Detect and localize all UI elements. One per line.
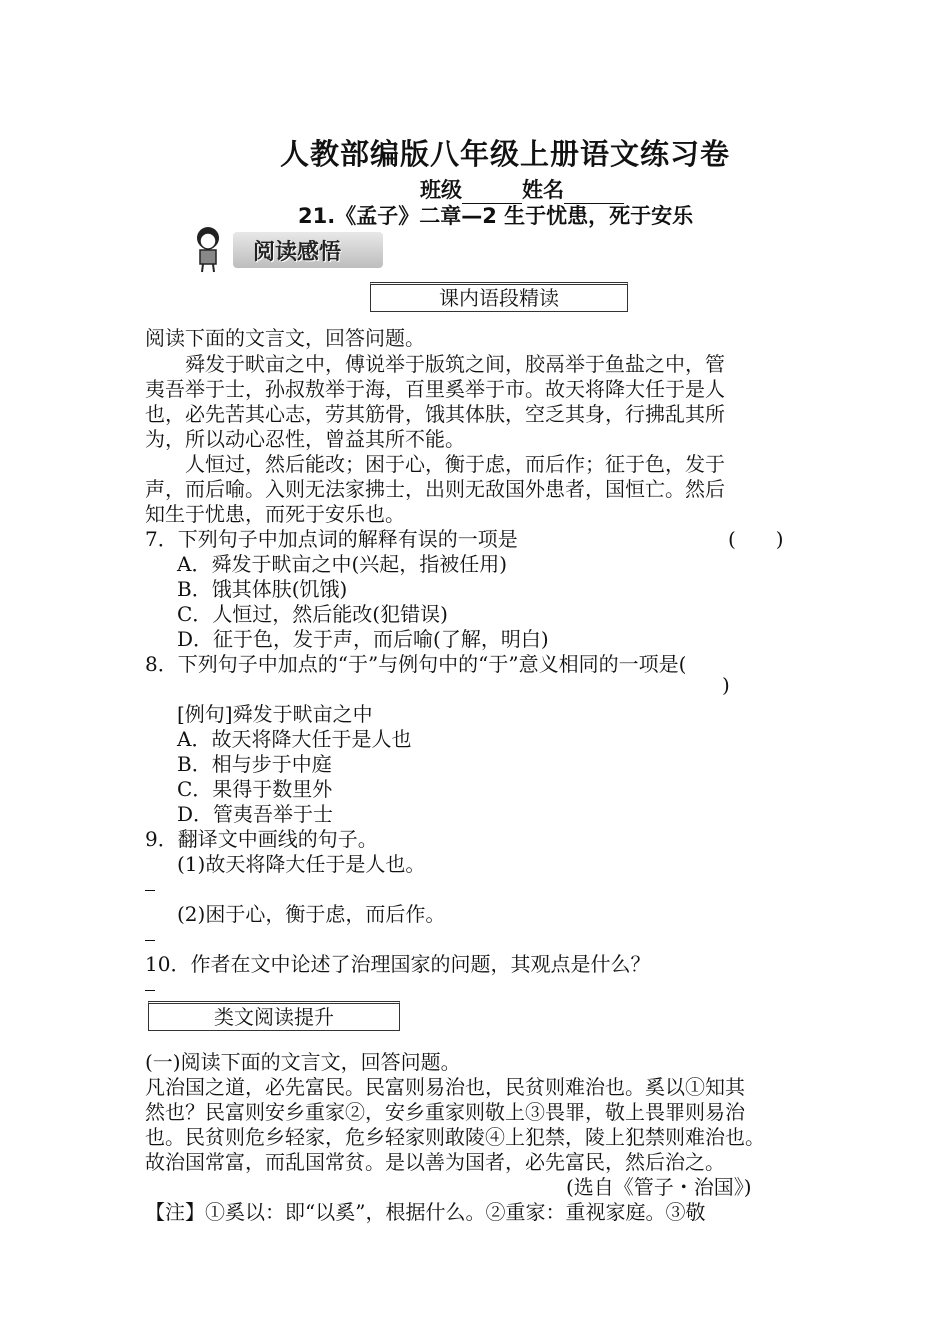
section2-title: 类文阅读提升 [148, 1001, 400, 1031]
passage2-line: 也。民贫则危乡轻家，危乡轻家则敢陵④上犯禁，陵上犯禁则难治也。 [145, 1125, 765, 1149]
passage2-line: 故治国常富，而乱国常贫。是以善为国者，必先富民，然后治之。 [145, 1150, 725, 1174]
q9-answer-line[interactable] [145, 890, 155, 891]
q9-item: (1)故天将降大任于是人也。 [177, 852, 426, 876]
reading-mascot-icon [188, 224, 228, 274]
page-title: 人教部编版八年级上册语文练习卷 [279, 137, 730, 171]
q8-option: B．相与步于中庭 [177, 752, 332, 776]
passage2-line: 然也？民富则安乡重家②，安乡重家则敬上③畏罪，敬上畏罪则易治 [145, 1100, 745, 1124]
section1-intro: 阅读下面的文言文，回答问题。 [145, 326, 425, 350]
q8-stem: 8．下列句子中加点的“于”与例句中的“于”意义相同的一项是( [145, 652, 687, 676]
passage1-line: 也，必先苦其心志，劳其筋骨，饿其体肤，空乏其身，行拂乱其所 [145, 402, 725, 426]
passage1-line: 舜发于畎亩之中，傅说举于版筑之间，胶鬲举于鱼盐之中，管 [145, 352, 725, 376]
q8-option: A．故天将降大任于是人也 [177, 727, 412, 751]
passage2-line: 凡治国之道，必先富民。民富则易治也，民贫则难治也。奚以①知其 [145, 1075, 745, 1099]
passage1-line: 为，所以动心忍性，曾益其所不能。 [145, 427, 465, 451]
section1-title: 课内语段精读 [370, 282, 628, 312]
q7-option: B．饿其体肤(饥饿) [177, 577, 348, 601]
passage2-note: 【注】①奚以：即“以奚”，根据什么。②重家：重视家庭。③敬 [145, 1200, 706, 1224]
q7-stem: 7．下列句子中加点词的解释有误的一项是 [145, 527, 518, 551]
q9-item: (2)困于心，衡于虑，而后作。 [177, 902, 446, 926]
section2-intro: (一)阅读下面的文言文，回答问题。 [145, 1050, 461, 1074]
q8-example: [例句]舜发于畎亩之中 [177, 702, 373, 726]
q8-bracket-close[interactable]: ) [722, 673, 730, 697]
q10-stem: 10．作者在文中论述了治理国家的问题，其观点是什么？ [145, 952, 651, 976]
name-label: 姓名 [522, 178, 564, 202]
q10-answer-line[interactable] [145, 990, 155, 991]
passage1-line: 声，而后喻。入则无法家拂士，出则无敌国外患者，国恒亡。然后 [145, 477, 725, 501]
q7-option: A．舜发于畎亩之中(兴起，指被任用) [177, 552, 508, 576]
q9-stem: 9．翻译文中画线的句子。 [145, 827, 378, 851]
class-label: 班级 [420, 178, 462, 202]
q7-option: D．征于色，发于声，而后喻(了解，明白) [177, 627, 549, 651]
section-banner [233, 232, 383, 268]
passage1-line: 人恒过，然后能改；困于心，衡于虑，而后作；征于色，发于 [145, 452, 725, 476]
passage2-source: (选自《管子・治国》) [566, 1175, 752, 1199]
lesson-title: 21.《孟子》二章—2 生于忧患，死于安乐 [298, 204, 694, 228]
section-banner-label: 阅读感悟 [253, 240, 342, 265]
passage1-line: 夷吾举于士，孙叔敖举于海，百里奚举于市。故天将降大任于是人 [145, 377, 725, 401]
passage1-line: 知生于忧患，而死于安乐也。 [145, 502, 405, 526]
q7-answer-bracket[interactable]: ( ) [728, 527, 784, 551]
q8-option: C．果得于数里外 [177, 777, 333, 801]
q8-option: D．管夷吾举于士 [177, 802, 334, 826]
q7-option: C．人恒过，然后能改(犯错误) [177, 602, 448, 626]
q9-answer-line[interactable] [145, 940, 155, 941]
